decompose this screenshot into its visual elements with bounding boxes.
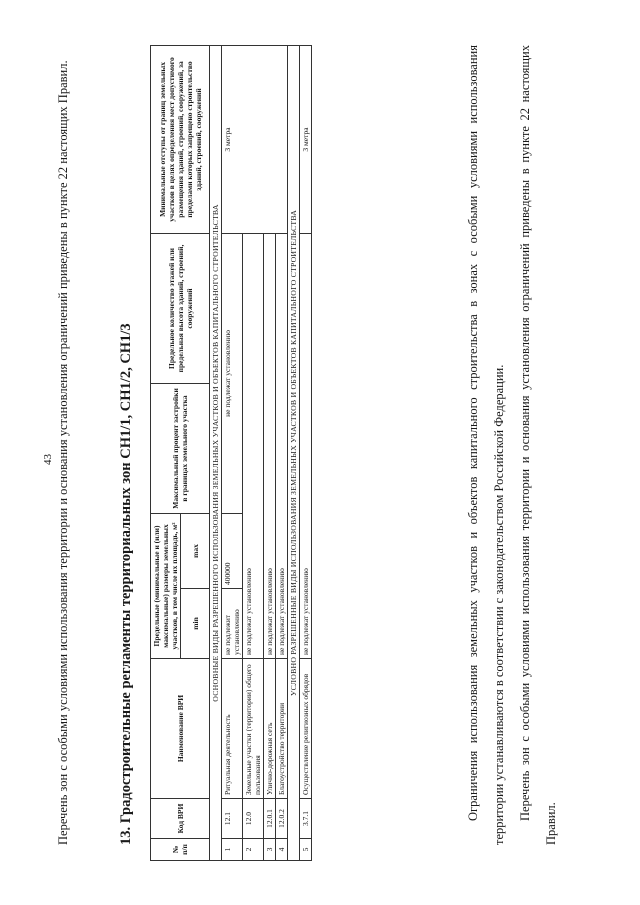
header-min: min [181,589,210,659]
row-number: 5 [300,839,312,861]
row-code: 12.0.2 [276,799,288,839]
row-range: не подлежат установлению [276,233,288,658]
header-size: Предельные (минимальные и (или) максимальные) размеры земельных участков, в том числе их площадь, м² [151,513,181,658]
zones-list-text: Перечень зон с особыми условиями использования территории и основания установления ограничений приведены в пункте 22 настоящих Правил. [518,45,558,845]
row-name: Осуществление религиозных обрядов [300,659,312,799]
regulations-table [150,45,312,861]
row-name: Земельные участки (территории) общего пользования [243,659,264,799]
header-max: max [181,513,210,588]
row-range: не подлежат установлению [243,233,264,658]
row-setback: 3 метра [300,45,312,233]
row-max: 400000 [222,513,243,588]
table-header-row [151,45,181,860]
row-name: Улично-дорожная сеть [264,659,276,799]
table-row [222,45,243,860]
table-row [300,45,312,860]
band-conditional-label: УСЛОВНО РАЗРЕШЕННЫЕ ВИДЫ ИСПОЛЬЗОВАНИЯ ЗЕМЕЛЬНЫХ УЧАСТКОВ И ОБЪЕКТОВ КАПИТАЛЬНОГО СТРОИТЕЛЬСТВА [288,45,300,860]
header-floors: Предельное количество этажей или предельная высота зданий, строений, сооружений [151,233,210,383]
row-code: 12.1 [222,799,243,839]
row-number: 3 [264,839,276,861]
zones-list-paragraph [512,45,564,845]
header-percent: Максимальный процент застройки в границах земельного участка [151,383,210,513]
row-name: Благоустройство территории [276,659,288,799]
section-title: 13. Градостроительные регламенты территориальных зон СН1/1, СН1/2, СН1/3 [118,323,134,845]
restrictions-text: Ограничения использования земельных участков и объектов капитального строительства в зонах с особыми условиями использования территории устанавливаются в соответствии с законодательством Российской Федерации. [466,45,506,845]
row-range: не подлежат установлению [300,233,312,658]
row-setback: 3 метра [222,45,288,233]
row-code: 12.0 [243,799,264,839]
row-code: 3.7.1 [300,799,312,839]
header-name: Наименование ВРИ [151,659,210,799]
row-number: 2 [243,839,264,861]
band-conditional [288,45,300,860]
row-code: 12.0.1 [264,799,276,839]
row-percent-floors: не подлежат установлению [222,233,243,513]
row-min: не подлежит установлению [222,589,243,659]
band-main-label: ОСНОВНЫЕ ВИДЫ РАЗРЕШЕННОГО ИСПОЛЬЗОВАНИЯ ЗЕМЕЛЬНЫХ УЧАСТКОВ И ОБЪЕКТОВ КАПИТАЛЬНОГО СТРОИТЕЛЬСТВА [210,45,222,860]
row-range: не подлежат установлению [264,233,276,658]
band-main [210,45,222,860]
bottom-paragraphs [460,45,564,845]
row-name: Ритуальная деятельность [222,659,243,799]
row-number: 4 [276,839,288,861]
header-setback: Минимальные отступы от границ земельных участков в целях определения мест допустимого размещения зданий, строений, сооружений, за пределами которых запрещено строительство зданий, строений, сооружений [151,45,210,233]
intro-paragraph: Перечень зон с особыми условиями использования территории и основания установления ограничений приведены в пункте 22 настоящих Правил. [56,60,70,845]
header-num: № п/п [151,839,210,861]
row-number: 1 [222,839,243,861]
restrictions-paragraph [460,45,512,845]
page-number: 43 [42,454,54,465]
header-code: Код ВРИ [151,799,210,839]
